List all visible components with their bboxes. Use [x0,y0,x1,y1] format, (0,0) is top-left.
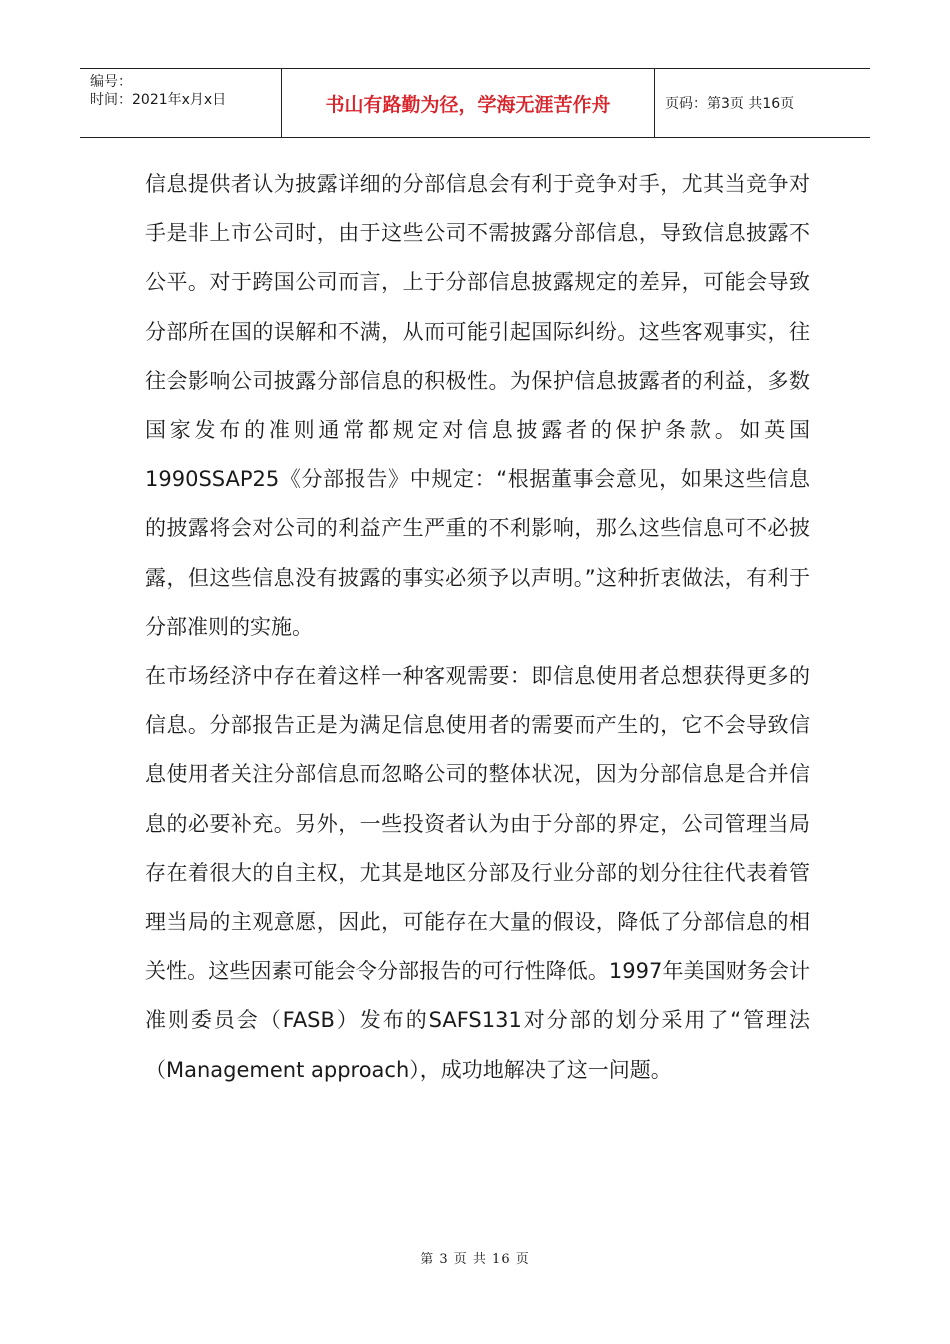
page-header [80,68,870,138]
paragraph-2: 在市场经济中存在着这样一种客观需要：即信息使用者总想获得更多的信息。分部报告正是为满足信息使用者的需要而产生的，它不会导致信息使用者关注分部信息而忽略公司的整体状况，因为分部信息是合并信息的必要补充。另外，一些投资者认为由于分部的界定，公司管理当局存在着很大的自主权，尤其是地区分部及行业分部的划分往往代表着管理当局的主观意愿，因此，可能存在大量的假设，降低了分部信息的相关性。这些因素可能会令分部报告的可行性降低。1997年美国财务会计准则委员会（FASB）发布的SAFS131对分部的划分采用了“管理法（Management approach），成功地解决了这一问题。 [145,664,810,1082]
paragraph-1: 信息提供者认为披露详细的分部信息会有利于竞争对手，尤其当竞争对手是非上市公司时，由于这些公司不需披露分部信息，导致信息披露不公平。对于跨国公司而言，上于分部信息披露规定的差异，可能会导致分部所在国的误解和不满，从而可能引起国际纠纷。这些客观事实，往往会影响公司披露分部信息的积极性。为保护信息披露者的利益，多数国家发布的准则通常都规定对信息披露者的保护条款。如英国1990SSAP25《分部报告》中规定：“根据董事会意见，如果这些信息的披露将会对公司的利益产生严重的不利影响，那么这些信息可不必披露，但这些信息没有披露的事实必须予以声明。”这种折衷做法，有利于分部准则的实施。 [145,172,810,639]
header-meta [80,69,282,137]
document-body [145,160,810,1095]
page-footer: 第 3 页 共 16 页 [420,1252,530,1267]
header-page-info: 页码：第3页 共16页 [665,96,795,112]
date-label: 时间：2021年x月x日 [90,92,227,108]
header-motto: 书山有路勤为径，学海无涯苦作舟 [282,69,655,137]
serial-number-label: 编号： [90,74,132,90]
